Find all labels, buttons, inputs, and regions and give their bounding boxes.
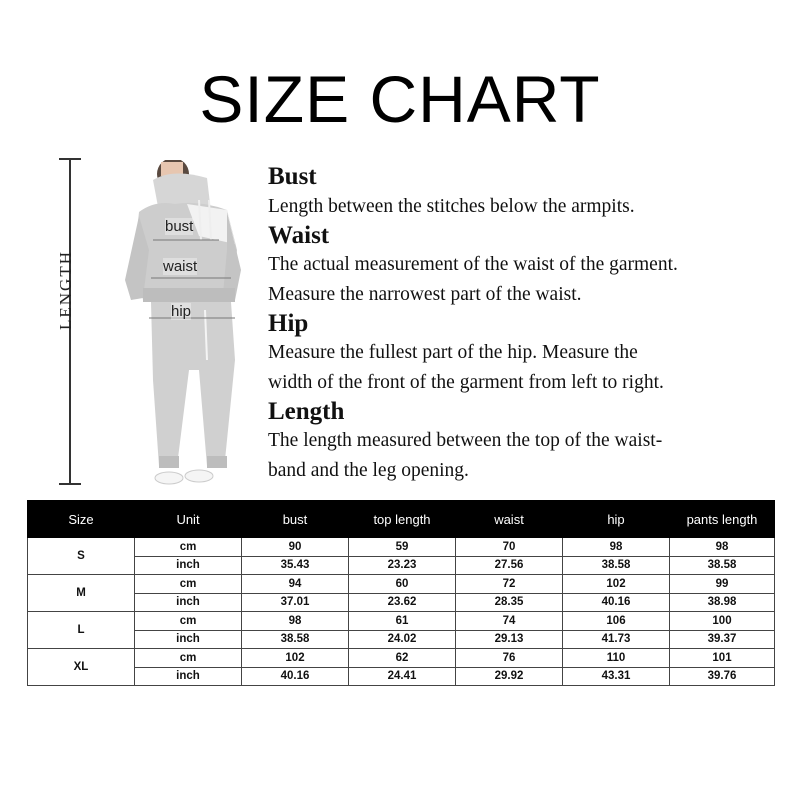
value-cell: 74 [456, 612, 563, 631]
table-header-row [28, 501, 775, 538]
value-cell: 98 [670, 538, 775, 557]
unit-cell: inch [135, 630, 242, 649]
value-cell: 40.16 [242, 667, 349, 686]
value-cell: 24.02 [349, 630, 456, 649]
column-header: top length [349, 501, 456, 538]
unit-cell: inch [135, 667, 242, 686]
length-ruler-top-cap [59, 158, 81, 160]
value-cell: 35.43 [242, 556, 349, 575]
description-term: Bust [268, 163, 317, 190]
value-cell: 99 [670, 575, 775, 594]
table-row [28, 649, 775, 668]
table-row [28, 538, 775, 557]
description-term: Waist [268, 222, 330, 249]
value-cell: 98 [242, 612, 349, 631]
description-line: Length between the stitches below the armpits. [268, 196, 635, 217]
description-line: Measure the narrowest part of the waist. [268, 284, 582, 305]
tracksuit-illustration [95, 160, 255, 490]
model-figure [95, 160, 255, 490]
column-header: pants length [670, 501, 775, 538]
description-line: band and the leg opening. [268, 460, 469, 481]
value-cell: 90 [242, 538, 349, 557]
value-cell: 40.16 [563, 593, 670, 612]
table-row [28, 575, 775, 594]
description-line: Measure the fullest part of the hip. Measure the [268, 342, 638, 363]
unit-cell: cm [135, 538, 242, 557]
description-line: The actual measurement of the waist of the garment. [268, 254, 678, 275]
size-table [27, 500, 775, 686]
value-cell: 76 [456, 649, 563, 668]
page-title: SIZE CHART [199, 62, 601, 136]
value-cell: 101 [670, 649, 775, 668]
value-cell: 100 [670, 612, 775, 631]
value-cell: 61 [349, 612, 456, 631]
value-cell: 94 [242, 575, 349, 594]
value-cell: 24.41 [349, 667, 456, 686]
value-cell: 23.23 [349, 556, 456, 575]
column-header: Size [28, 501, 135, 538]
description-length [268, 398, 788, 486]
value-cell: 38.98 [670, 593, 775, 612]
unit-cell: cm [135, 612, 242, 631]
size-cell: L [28, 612, 135, 649]
value-cell: 37.01 [242, 593, 349, 612]
value-cell: 62 [349, 649, 456, 668]
table-row [28, 556, 775, 575]
value-cell: 38.58 [670, 556, 775, 575]
value-cell: 23.62 [349, 593, 456, 612]
unit-cell: inch [135, 593, 242, 612]
description-waist [268, 222, 788, 310]
waist-figure-label: waist [163, 258, 198, 275]
value-cell: 106 [563, 612, 670, 631]
description-line: The length measured between the top of the waist- [268, 430, 663, 451]
value-cell: 27.56 [456, 556, 563, 575]
value-cell: 98 [563, 538, 670, 557]
size-cell: S [28, 538, 135, 575]
value-cell: 43.31 [563, 667, 670, 686]
value-cell: 38.58 [563, 556, 670, 575]
length-ruler-bottom-cap [59, 483, 81, 485]
table-row [28, 593, 775, 612]
column-header: bust [242, 501, 349, 538]
unit-cell: cm [135, 575, 242, 594]
length-label: LENGTH [56, 250, 75, 330]
description-hip [268, 310, 788, 398]
value-cell: 39.76 [670, 667, 775, 686]
value-cell: 38.58 [242, 630, 349, 649]
unit-cell: inch [135, 556, 242, 575]
table-row [28, 630, 775, 649]
column-header: Unit [135, 501, 242, 538]
measurement-descriptions [268, 163, 788, 486]
size-cell: M [28, 575, 135, 612]
size-cell: XL [28, 649, 135, 686]
description-term: Length [268, 398, 345, 425]
value-cell: 29.92 [456, 667, 563, 686]
description-line: width of the front of the garment from left to right. [268, 372, 664, 393]
table-row [28, 667, 775, 686]
value-cell: 72 [456, 575, 563, 594]
description-bust [268, 163, 788, 222]
value-cell: 60 [349, 575, 456, 594]
value-cell: 59 [349, 538, 456, 557]
value-cell: 39.37 [670, 630, 775, 649]
bust-figure-label: bust [165, 218, 194, 235]
unit-cell: cm [135, 649, 242, 668]
column-header: waist [456, 501, 563, 538]
hip-figure-label: hip [171, 303, 192, 320]
value-cell: 70 [456, 538, 563, 557]
description-term: Hip [268, 310, 309, 337]
column-header: hip [563, 501, 670, 538]
value-cell: 41.73 [563, 630, 670, 649]
value-cell: 102 [242, 649, 349, 668]
value-cell: 29.13 [456, 630, 563, 649]
value-cell: 110 [563, 649, 670, 668]
value-cell: 102 [563, 575, 670, 594]
value-cell: 28.35 [456, 593, 563, 612]
table-row [28, 612, 775, 631]
